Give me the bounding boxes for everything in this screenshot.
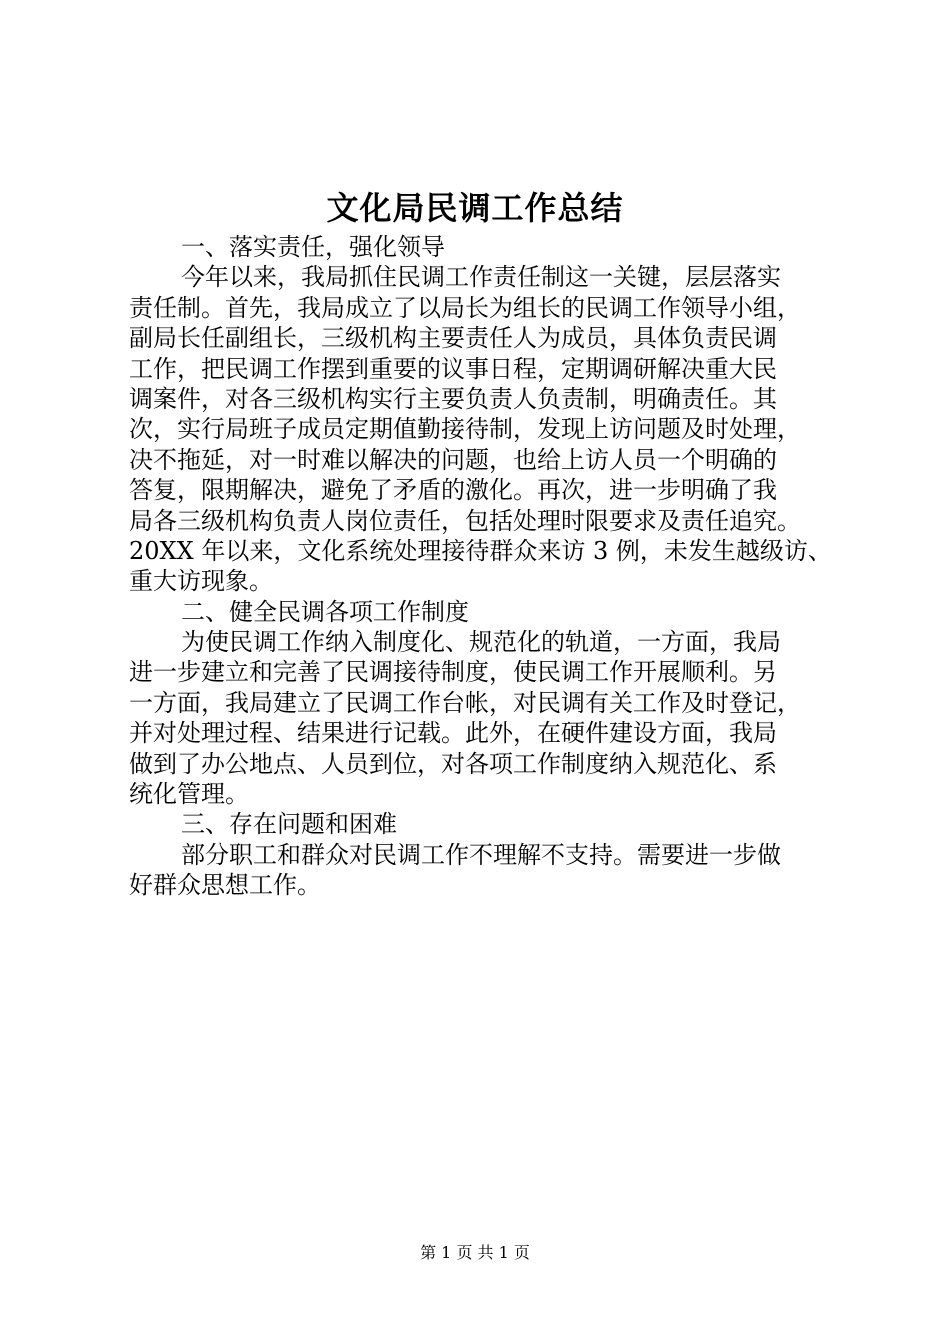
paragraph-line: 副局长任副组长，三级机构主要责任人为成员，具体负责民调 [129, 324, 777, 353]
paragraph-line: 并对处理过程、结果进行记载。此外，在硬件建设方面，我局 [129, 719, 777, 748]
paragraph-line: 一方面，我局建立了民调工作台帐，对民调有关工作及时登记， [129, 688, 801, 717]
paragraph-line: 局各三级机构负责人岗位责任，包括处理时限要求及责任追究。 [129, 506, 801, 535]
paragraph-line: 调案件，对各三级机构实行主要负责人负责制，明确责任。其 [129, 384, 777, 413]
section-heading: 一、落实责任，强化领导 [181, 233, 445, 261]
paragraph-line: 做到了办公地点、人员到位，对各项工作制度纳入规范化、系 [129, 749, 777, 778]
paragraph-line: 进一步建立和完善了民调接待制度，使民调工作开展顺利。另 [129, 658, 777, 687]
section-heading: 二、健全民调各项工作制度 [181, 597, 469, 626]
paragraph-line: 统化管理。 [129, 780, 249, 809]
document-title: 文化局民调工作总结 [326, 189, 624, 227]
paragraph-line: 为使民调工作纳入制度化、规范化的轨道，一方面，我局 [181, 628, 781, 657]
paragraph-line: 今年以来，我局抓住民调工作责任制这一关键，层层落实 [181, 263, 781, 292]
paragraph-line: 工作，把民调工作摆到重要的议事日程，定期调研解决重大民 [129, 354, 777, 383]
paragraph-line: 次，实行局班子成员定期值勤接待制，发现上访问题及时处理， [129, 415, 801, 444]
document-body [129, 232, 833, 901]
paragraph-line: 责任制。首先，我局成立了以局长为组长的民调工作领导小组， [129, 293, 801, 322]
paragraph-line: 决不拖延，对一时难以解决的问题，也给上访人员一个明确的 [129, 445, 777, 474]
section-heading: 三、存在问题和困难 [181, 810, 397, 839]
paragraph-line: 20XX 年以来，文化系统处理接待群众来访 3 例，未发生越级访、 [129, 536, 832, 565]
page-number-footer: 第 1 页 共 1 页 [420, 1243, 530, 1262]
paragraph-line: 部分职工和群众对民调工作不理解不支持。需要进一步做 [181, 840, 781, 869]
paragraph-line: 答复，限期解决，避免了矛盾的激化。再次，进一步明确了我 [129, 476, 777, 505]
paragraph-line: 重大访现象。 [129, 567, 273, 596]
paragraph-line: 好群众思想工作。 [129, 871, 321, 900]
